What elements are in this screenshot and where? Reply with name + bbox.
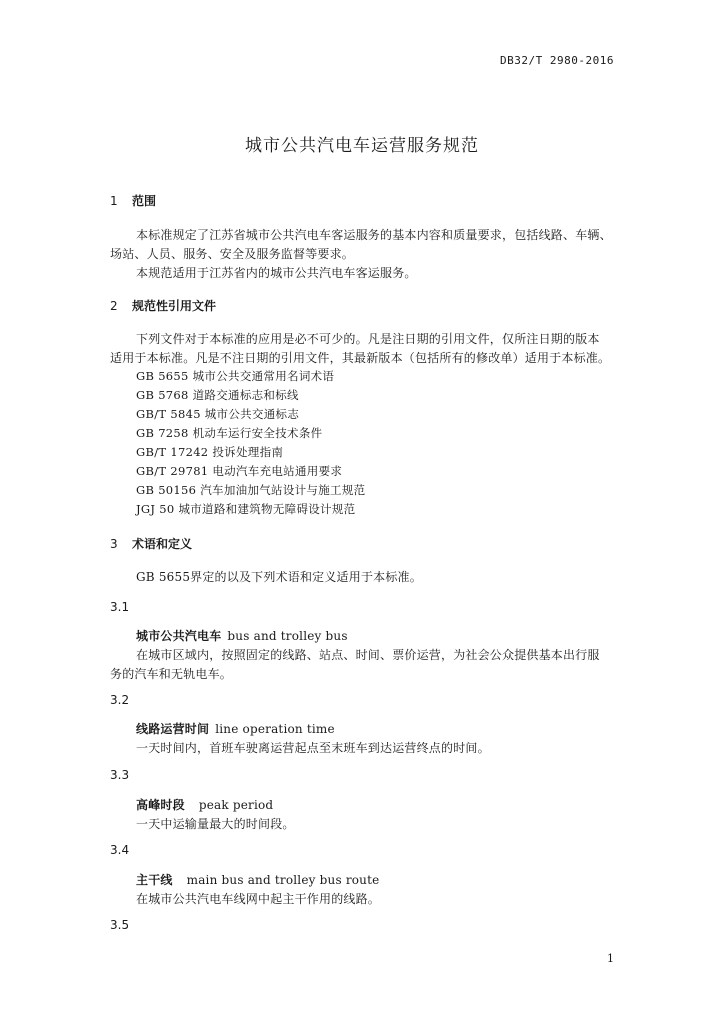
section-1-para-line: 本规范适用于江苏省内的城市公共汽电车客运服务。 (136, 266, 417, 280)
term-definition-line: 在城市区域内，按照固定的线路、站点、时间、票价运营，为社会公众提供基本出行服 (136, 648, 600, 662)
reference-item: GB 7258 机动车运行安全技术条件 (136, 426, 323, 440)
term-definition-line: 务的汽车和无轨电车。 (110, 667, 233, 681)
section-3-heading (110, 535, 192, 552)
section-3-number: 3 (110, 537, 118, 551)
term-english: bus and trolley bus (227, 629, 348, 643)
section-1-number: 1 (110, 194, 118, 208)
term-chinese: 城市公共汽电车 (136, 629, 222, 643)
reference-item: GB/T 17242 投诉处理指南 (136, 445, 284, 459)
term-heading (136, 871, 379, 888)
section-2-intro-line: 适用于本标准。凡是不注日期的引用文件，其最新版本（包括所有的修改单）适用于本标准。 (110, 351, 611, 365)
term-definition-line: 一天中运输量最大的时间段。 (136, 817, 295, 831)
section-2-title: 规范性引用文件 (132, 299, 217, 313)
reference-item: GB 5655 城市公共交通常用名词术语 (136, 369, 335, 383)
section-1-heading (110, 192, 156, 209)
page-title: 城市公共汽电车运营服务规范 (245, 136, 479, 156)
term-number: 3.1 (110, 600, 130, 614)
term-english: line operation time (215, 722, 335, 736)
reference-item: JGJ 50 城市道路和建筑物无障碍设计规范 (136, 502, 356, 516)
term-number: 3.3 (110, 768, 130, 782)
term-english: main bus and trolley bus route (186, 873, 380, 887)
reference-item: GB/T 5845 城市公共交通标志 (136, 407, 300, 421)
term-chinese: 线路运营时间 (136, 722, 210, 736)
page-number: 1 (607, 952, 614, 965)
term-definition-line: 在城市公共汽电车线网中起主干作用的线路。 (136, 892, 381, 906)
reference-item: GB 5768 道路交通标志和标线 (136, 388, 299, 402)
section-1-para-line: 本标准规定了江苏省城市公共汽电车客运服务的基本内容和质量要求，包括线路、车辆、 (136, 228, 612, 242)
term-english: peak period (198, 798, 274, 812)
term-chinese: 高峰时段 (136, 798, 185, 812)
section-1-para-line: 场站、人员、服务、安全及服务监督等要求。 (110, 247, 355, 261)
term-definition-line: 一天时间内，首班车驶离运营起点至末班车到达运营终点的时间。 (136, 741, 490, 755)
reference-item: GB/T 29781 电动汽车充电站通用要求 (136, 464, 343, 478)
section-1-title: 范围 (132, 194, 157, 208)
term-heading (136, 796, 273, 813)
reference-item: GB 50156 汽车加油加气站设计与施工规范 (136, 483, 366, 497)
section-2-heading (110, 297, 216, 314)
term-number: 3.2 (110, 693, 130, 707)
section-2-number: 2 (110, 299, 118, 313)
section-3-intro: GB 5655界定的以及下列术语和定义适用于本标准。 (136, 570, 422, 584)
term-number: 3.5 (110, 918, 130, 932)
term-number: 3.4 (110, 843, 130, 857)
term-chinese: 主干线 (136, 873, 173, 887)
section-2-intro-line: 下列文件对于本标准的应用是必不可少的。凡是注日期的引用文件，仅所注日期的版本 (136, 332, 600, 346)
standard-code: DB32/T 2980-2016 (500, 54, 614, 67)
term-heading (136, 627, 348, 644)
section-3-title: 术语和定义 (132, 537, 193, 551)
term-heading (136, 720, 335, 737)
